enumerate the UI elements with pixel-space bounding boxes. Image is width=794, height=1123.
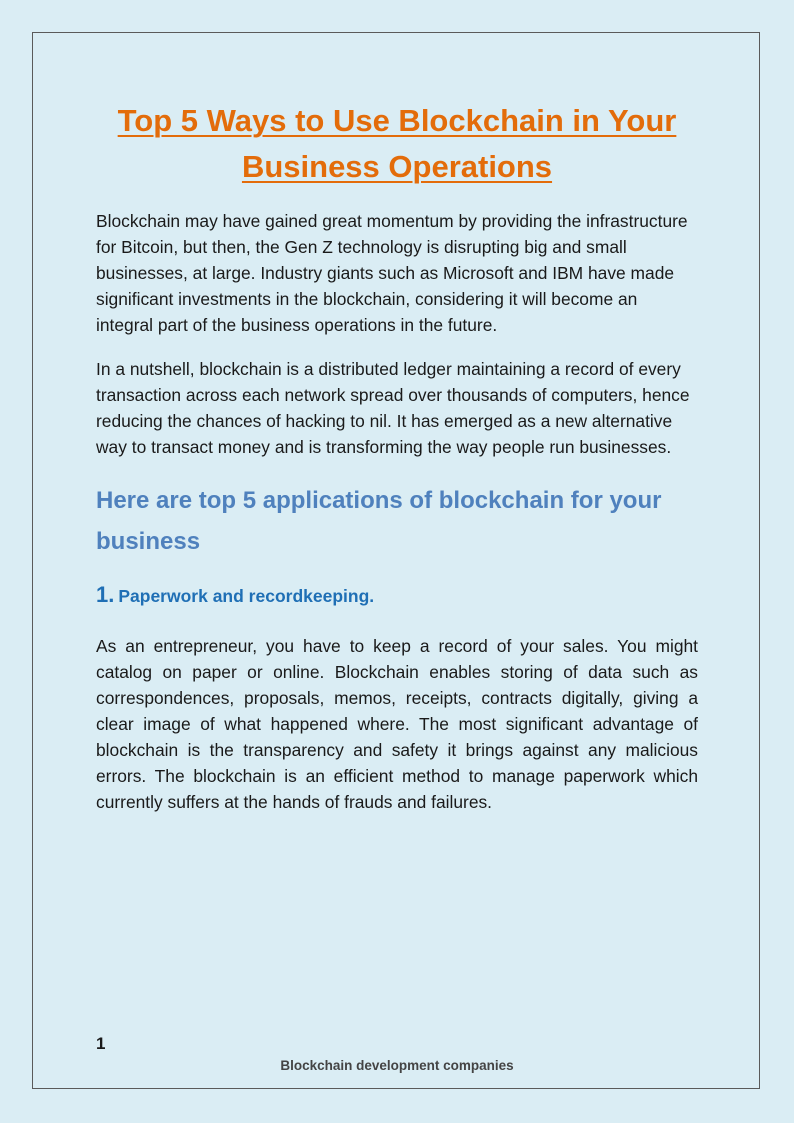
item-body-paragraph: As an entrepreneur, you have to keep a record of your sales. You might catalog on paper or online. Blockchain enables storing of data such as correspondences, proposals, memos, receipts, contracts digitally, giving a clear image of what happened where. The most significant advantage of blockchain is the transparency and safety it brings against any malicious errors. The blockchain is an efficient method to manage paperwork which currently suffers at the hands of frauds and failures.: [96, 636, 698, 812]
section-heading: Here are top 5 applications of blockchain for your business: [96, 487, 662, 555]
document-body: [96, 98, 698, 815]
intro-paragraph: Blockchain may have gained great momentum by providing the infrastructure for Bitcoin, but then, the Gen Z technology is disrupting big and small businesses, at large. Industry giants such as Microsoft and IBM have made significant investments in the blockchain, considering it will become an integral part of the business operations in the future.: [96, 211, 688, 335]
page-footer: Blockchain development companies: [280, 1058, 514, 1073]
nutshell-paragraph: In a nutshell, blockchain is a distributed ledger maintaining a record of every transaction across each network spread over thousands of computers, hence reducing the chances of hacking to nil. It has emerged as a new alternative way to transact money and is transforming the way people run businesses.: [96, 359, 690, 457]
item-number: 1.: [96, 582, 115, 607]
page-number: 1: [96, 1034, 106, 1053]
item-heading: [96, 580, 698, 611]
document-title: Top 5 Ways to Use Blockchain in Your Business Operations: [117, 103, 677, 184]
item-heading-label: Paperwork and recordkeeping.: [118, 586, 375, 606]
